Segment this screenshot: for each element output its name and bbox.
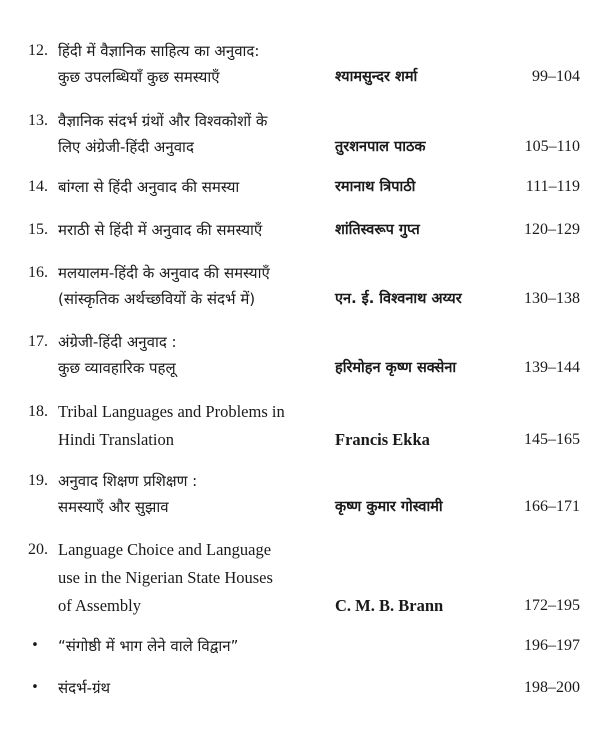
entry-pages: 196–197 — [524, 637, 580, 654]
entry-title: “संगोष्ठी में भाग लेने वाले विद्वान” — [58, 637, 239, 655]
entry-author: एन. ई. विश्वनाथ अय्यर — [335, 291, 462, 307]
entry-title: हिंदी में वैज्ञानिक साहित्य का अनुवाद: कुछ उपलब्धियाँ कुछ समस्याएँ — [58, 42, 260, 86]
entry-pages: 99–104 — [532, 68, 580, 85]
entry-author: तुरशनपाल पाठक — [335, 139, 426, 155]
entry-author: शांतिस्वरूप गुप्त — [335, 222, 420, 238]
bullet-icon: • — [31, 638, 39, 653]
entry-author: श्यामसुन्दर शर्मा — [335, 69, 418, 85]
entry-number: 12. — [28, 42, 48, 59]
entry-author: कृष्ण कुमार गोस्वामी — [335, 499, 443, 515]
entry-title: Language Choice and Language use in the Nigerian State Houses of Assembly — [58, 540, 273, 615]
entry-pages: 111–119 — [525, 178, 580, 195]
entry-author: C. M. B. Brann — [335, 596, 444, 615]
entry-title: मलयालम-हिंदी के अनुवाद की समस्याएँ (सांस्कृतिक अर्थच्छवियों के संदर्भ में) — [58, 264, 270, 308]
entry-author: Francis Ekka — [335, 430, 430, 449]
entry-number: 13. — [28, 112, 48, 129]
entry-pages: 172–195 — [524, 597, 580, 614]
entry-title: बांग्ला से हिंदी अनुवाद की समस्या — [58, 178, 240, 196]
entry-author: हरिमोहन कृष्ण सक्सेना — [335, 360, 457, 376]
entry-pages: 166–171 — [524, 498, 580, 515]
entry-title: Tribal Languages and Problems in Hindi Translation — [58, 402, 285, 449]
entry-title: अनुवाद शिक्षण प्रशिक्षण : समस्याएँ और सुझाव — [58, 472, 198, 516]
entry-pages: 139–144 — [524, 359, 580, 376]
entry-pages: 198–200 — [524, 679, 580, 696]
entry-pages: 130–138 — [524, 290, 580, 307]
entry-number: 14. — [28, 178, 48, 195]
entry-title: अंग्रेजी-हिंदी अनुवाद : कुछ व्यावहारिक पहलू — [58, 333, 177, 377]
entry-number: 19. — [28, 472, 48, 489]
entry-pages: 120–129 — [524, 221, 580, 238]
entry-number: 16. — [28, 264, 48, 281]
entry-title: संदर्भ-ग्रंथ — [58, 679, 111, 697]
entry-title: वैज्ञानिक संदर्भ ग्रंथों और विश्वकोशों के लिए अंग्रेजी-हिंदी अनुवाद — [58, 112, 268, 156]
bullet-icon: • — [31, 680, 39, 695]
entry-number: 18. — [28, 403, 48, 420]
entry-number: 15. — [28, 221, 48, 238]
entry-title: मराठी से हिंदी में अनुवाद की समस्याएँ — [58, 221, 263, 239]
entry-pages: 105–110 — [524, 138, 580, 155]
entry-number: 20. — [28, 541, 48, 558]
entry-author: रमानाथ त्रिपाठी — [335, 179, 416, 195]
entry-number: 17. — [28, 333, 48, 350]
entry-pages: 145–165 — [524, 431, 580, 448]
